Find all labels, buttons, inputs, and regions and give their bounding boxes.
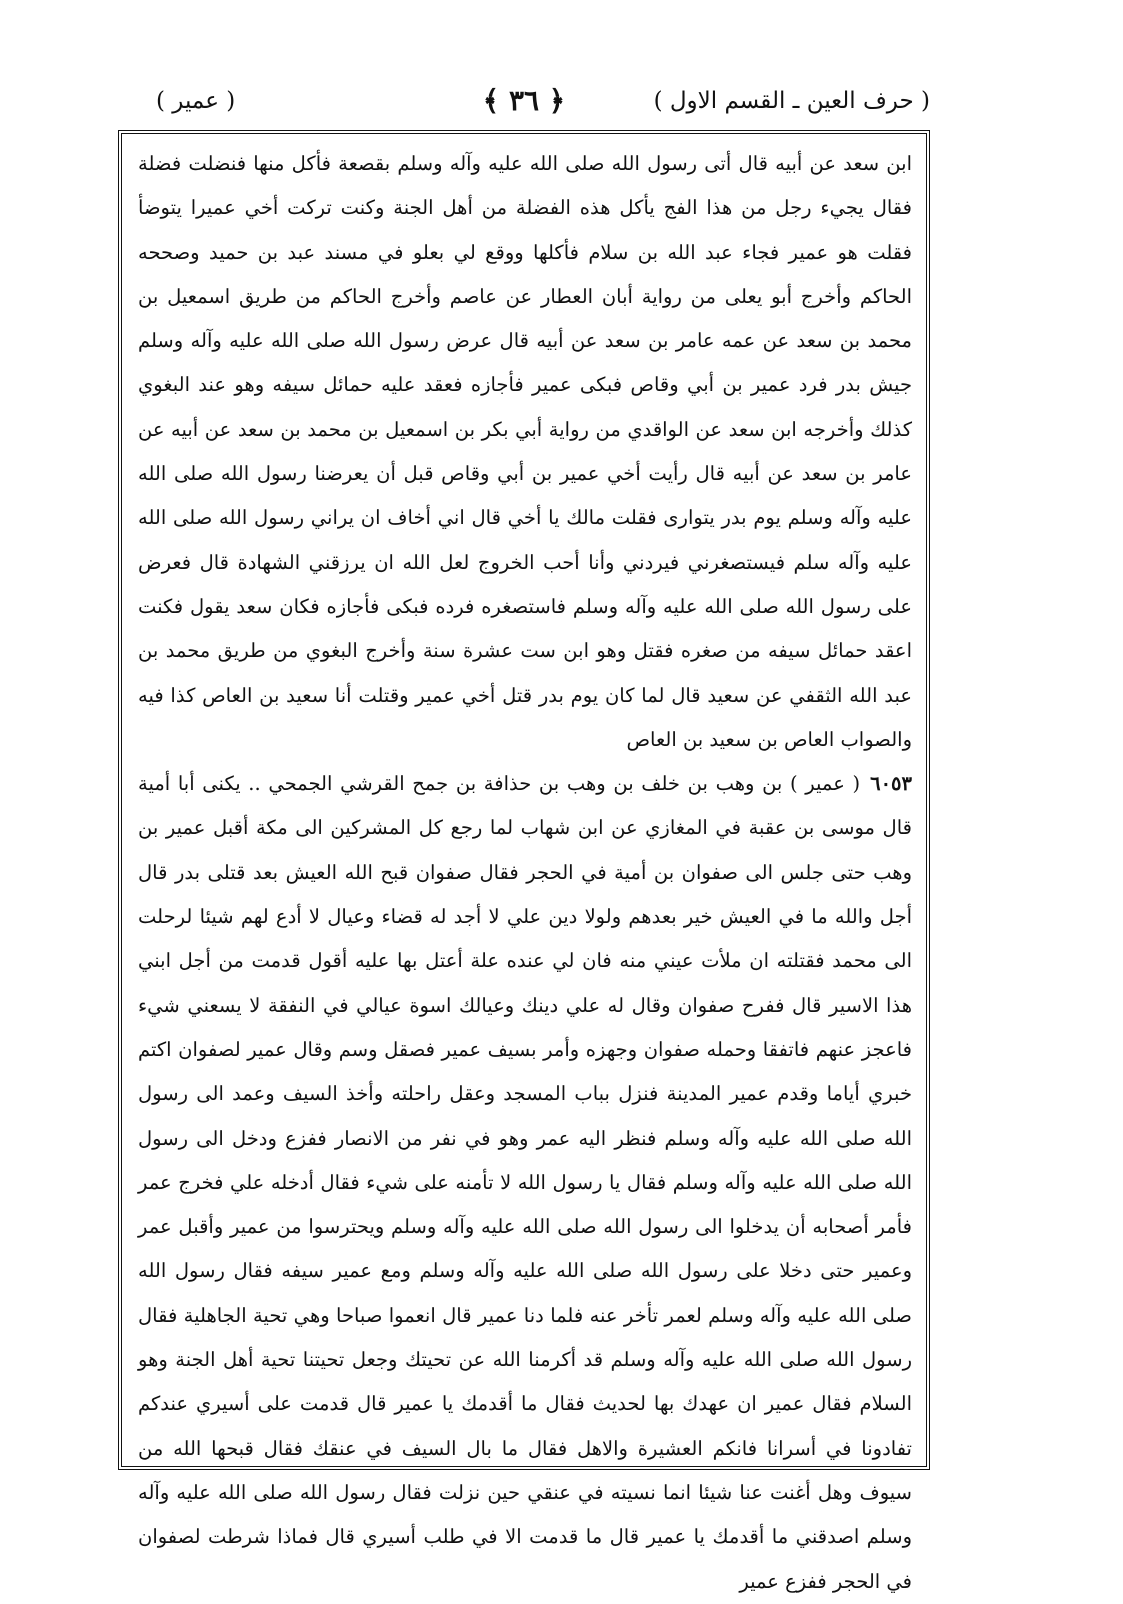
- entry-number: ٦٠٥٣: [870, 772, 912, 796]
- running-head-section: ( حرف العين ـ القسم الاول ): [653, 88, 930, 114]
- page-number: ﴿ ٣٦ ﴾: [482, 84, 566, 117]
- entry-text: ( عمير ) بن وهب بن خلف بن وهب بن حذافة بن جمح القرشي الجمحي .. يكنى أبا أمية قال موسى بن عقبة في المغازي عن ابن شهاب لما رجع كل المشركين الى مكة أقبل عمير بن وهب حتى جلس الى صفوان بن أمية في الحجر فقال صفوان قبح الله العيش بعد قتلى بدر قال أجل والله ما في العيش خير بعدهم ولولا دين علي لا أجد له قضاء وعيال لا أدع لهم شيئا لرحلت الى محمد فقتلته ان ملأت عيني منه فان لي عنده علة أعتل بها عليه أقول قدمت من أجل ابني هذا الاسير قال ففرح صفوان وقال له علي دينك وعيالك اسوة عيالي في النفقة لا يسعني شيء فاعجز عنهم فاتفقا وحمله صفوان وجهزه وأمر بسيف عمير فصقل وسم وقال عمير لصفوان اكتم خبري أياما وقدم عمير المدينة فنزل بباب المسجد وعقل راحلته وأخذ السيف وعمد الى رسول الله صلى الله عليه وآله وسلم فنظر اليه عمر وهو في نفر من الانصار ففزع ودخل الى رسول الله صلى الله عليه وآله وسلم فقال يا رسول الله لا تأمنه على شيء فقال أدخله علي فخرج عمر فأمر أصحابه أن يدخلوا الى رسول الله صلى الله عليه وآله وسلم ويحترسوا من عمير وأقبل عمر وعمير حتى دخلا على رسول الله صلى الله عليه وآله وسلم ومع عمير سيفه فقال رسول الله صلى الله عليه وآله وسلم لعمر تأخر عنه فلما دنا عمير قال انعموا صباحا وهي تحية الجاهلية فقال رسول الله صلى الله عليه وآله وسلم قد أكرمنا الله عن تحيتك وجعل تحيتنا تحية أهل الجنة وهو السلام فقال عمير ان عهدك بها لحديث فقال ما أقدمك يا عمير قال قدمت على أسيري عندكم تفادونا في أسرانا فانكم العشيرة والاهل فقال ما بال السيف في عنقك فقال قبحها الله من سيوف وهل أغنت عنا شيئا انما نسيته في عنقي حين نزلت فقال رسول الله صلى الله عليه وآله وسلم اصدقني ما أقدمك يا عمير قال ما قدمت الا في طلب أسيري قال فماذا شرطت لصفوان في الحجر ففزع عمير: [138, 772, 913, 1593]
- entry-paragraph: [138, 762, 912, 1604]
- paragraph-continued: ابن سعد عن أبيه قال أتى رسول الله صلى الله عليه وآله وسلم بقصعة فأكل منها فنضلت فضلة فقال يجيء رجل من هذا الفج يأكل هذه الفضلة من أهل الجنة وكنت تركت أخي عميرا يتوضأ فقلت هو عمير فجاء عبد الله بن سلام فأكلها ووقع لي بعلو في مسند عبد بن حميد وصححه الحاكم وأخرج أبو يعلى من رواية أبان العطار عن عاصم وأخرج الحاكم من طريق اسمعيل بن محمد بن سعد عن عمه عامر بن سعد عن أبيه قال عرض رسول الله صلى الله عليه وآله وسلم جيش بدر فرد عمير بن أبي وقاص فبكى عمير فأجازه فعقد عليه حمائل سيفه وهو عند البغوي كذلك وأخرجه ابن سعد عن الواقدي من رواية أبي بكر بن اسمعيل بن محمد بن سعد عن أبيه عن عامر بن سعد عن أبيه قال رأيت أخي عمير بن أبي وقاص قبل أن يعرضنا رسول الله صلى الله عليه وآله وسلم يوم بدر يتوارى فقلت مالك يا أخي قال اني أخاف ان يراني رسول الله صلى الله عليه وآله سلم فيستصغرني فيردني وأنا أحب الخروج لعل الله ان يرزقني الشهادة قال فعرض على رسول الله صلى الله عليه وآله وسلم فاستصغره فرده فبكى فأجازه فكان سعد يقول فكنت اعقد حمائل سيفه من صغره فقتل وهو ابن ست عشرة سنة وأخرج البغوي من طريق محمد بن عبد الله الثقفي عن سعيد قال لما كان يوم بدر قتل أخي عمير وقتلت أنا سعيد بن العاص كذا فيه والصواب العاص بن سعيد بن العاص: [138, 152, 912, 751]
- page-body: [138, 142, 913, 1593]
- running-head-entry: ( عمير ): [156, 88, 236, 114]
- page-header: [118, 86, 930, 126]
